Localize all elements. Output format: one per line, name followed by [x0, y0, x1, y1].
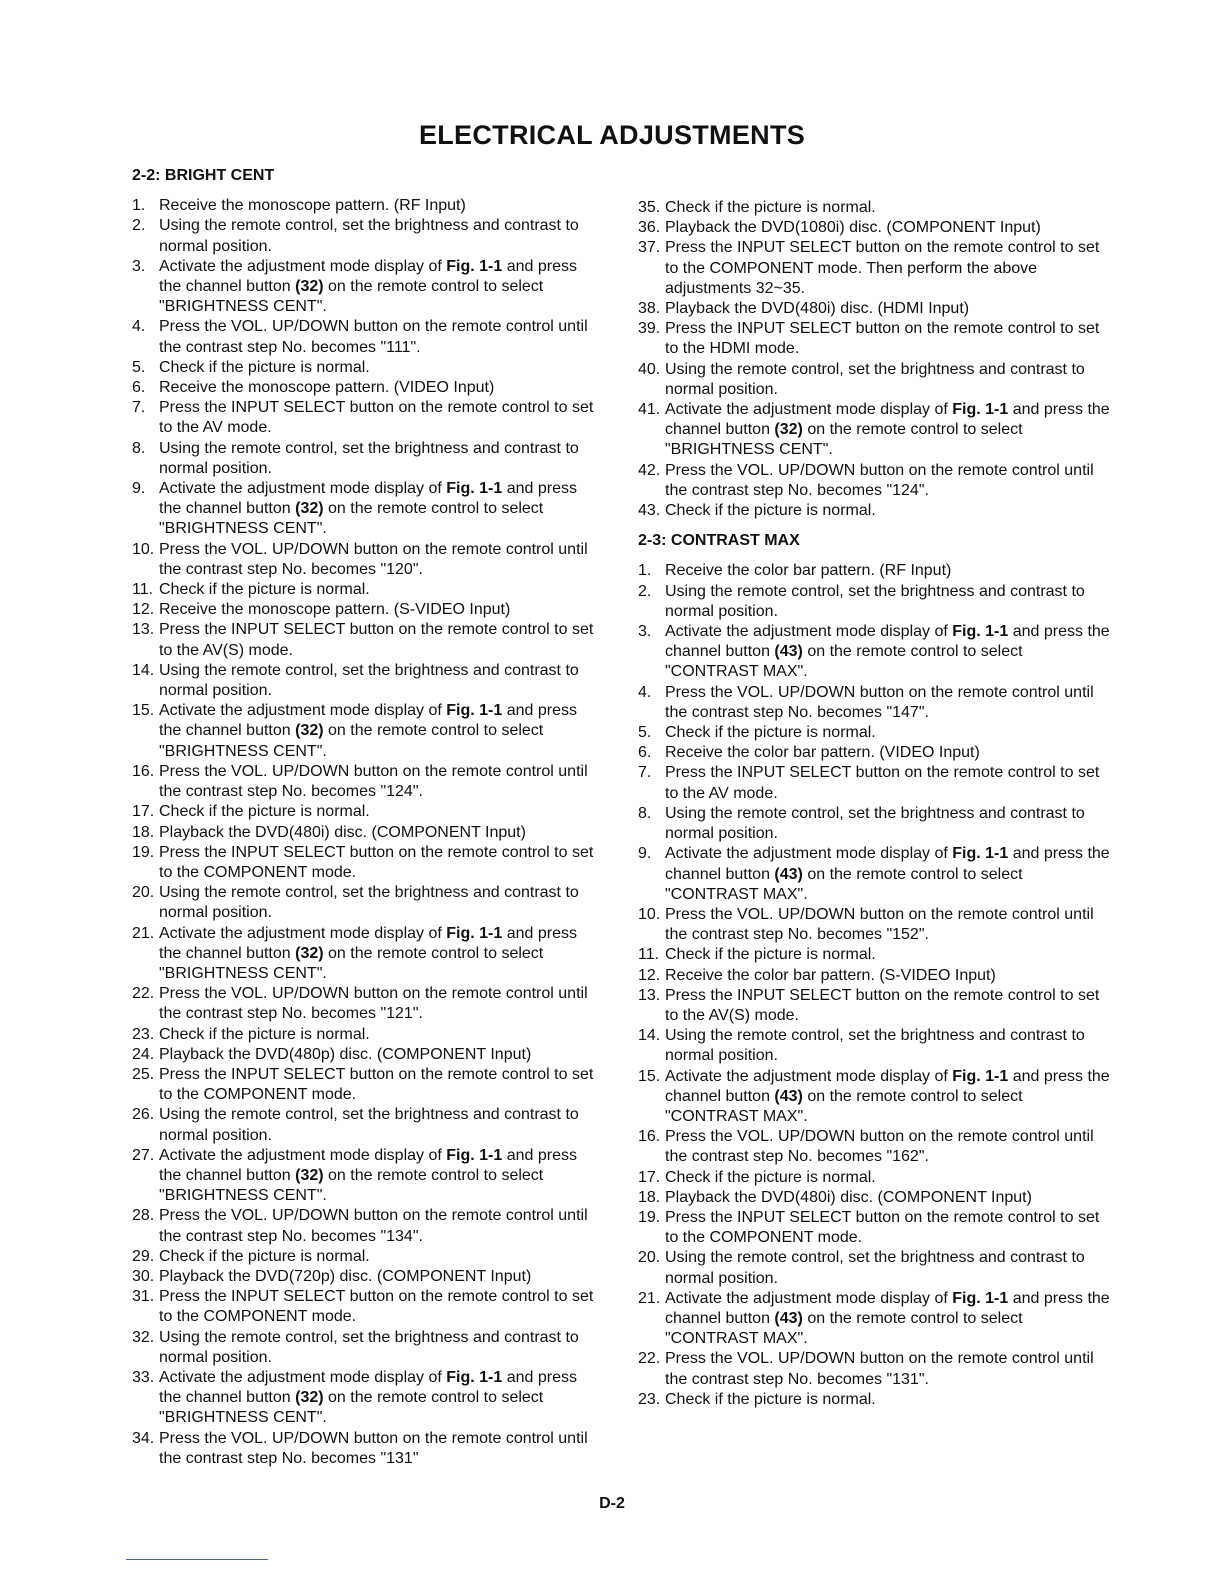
step-number: 16. — [132, 762, 155, 780]
step-text: Check if the picture is normal. — [665, 724, 876, 742]
step-text: Press the INPUT SELECT button on the remote control to set to the COMPONENT mode. — [159, 1065, 594, 1104]
step-text: Press the VOL. UP/DOWN button on the remote control until the contrast step No. becomes "120". — [159, 540, 588, 578]
step-text: Check if the picture is normal. — [665, 199, 876, 216]
step-number: 5. — [638, 724, 652, 742]
step-number: 14. — [132, 661, 155, 679]
step-number: 10. — [638, 905, 661, 923]
step-text: Press the INPUT SELECT button on the remote control to set to the COMPONENT mode. — [665, 1208, 1100, 1247]
step-text: Press the INPUT SELECT button on the remote control to set to the AV(S) mode. — [159, 621, 594, 659]
list-item — [638, 844, 1110, 905]
step-text: Press the VOL. UP/DOWN button on the remote control until the contrast step No. becomes "147". — [665, 683, 1094, 721]
step-text: Receive the monoscope pattern. (S-VIDEO Input) — [159, 601, 511, 619]
step-number: 2. — [638, 582, 652, 600]
step-number: 9. — [638, 845, 652, 863]
list-item — [638, 1248, 1110, 1288]
step-text: Press the VOL. UP/DOWN button on the remote control until the contrast step No. becomes "124". — [159, 762, 588, 801]
step-number: 21. — [132, 924, 155, 942]
section-heading-contrast-max: 2-3: CONTRAST MAX — [638, 532, 800, 550]
list-item — [132, 600, 600, 620]
step-number: 4. — [638, 683, 652, 701]
step-number: 25. — [132, 1065, 155, 1083]
list-item — [132, 984, 600, 1024]
step-number: 11. — [638, 946, 660, 964]
step-number: 5. — [132, 358, 146, 376]
list-item — [638, 1067, 1110, 1128]
step-number: 4. — [132, 318, 146, 336]
list-item — [638, 319, 1110, 359]
step-text: Receive the monoscope pattern. (VIDEO Input) — [159, 379, 495, 397]
list-item — [638, 804, 1110, 844]
list-item — [132, 479, 600, 540]
list-item — [638, 561, 1110, 581]
step-text: Press the INPUT SELECT button on the remote control to set to the COMPONENT mode. — [159, 1288, 594, 1326]
list-item — [638, 945, 1110, 965]
step-number: 43. — [638, 502, 661, 520]
list-item — [638, 198, 1110, 218]
list-item — [132, 439, 600, 479]
step-text: Press the VOL. UP/DOWN button on the remote control until the contrast step No. becomes "121". — [159, 985, 588, 1023]
step-number: 31. — [132, 1288, 155, 1306]
right-column — [638, 198, 1110, 1410]
step-number: 18. — [638, 1188, 661, 1206]
list-item — [132, 540, 600, 580]
step-text: Press the VOL. UP/DOWN button on the remote control until the contrast step No. becomes "162". — [665, 1128, 1094, 1166]
step-number: 21. — [638, 1289, 661, 1307]
step-number: 17. — [638, 1168, 661, 1186]
step-text: Check if the picture is normal. — [159, 803, 370, 821]
step-text: Activate the adjustment mode display of Fig. 1-1 and press the channel button (32) on the remote control to select "BRIGHTNESS CENT". — [159, 702, 577, 760]
step-text: Press the INPUT SELECT button on the remote control to set to the COMPONENT mode. — [159, 843, 594, 881]
step-text: Press the VOL. UP/DOWN button on the remote control until the contrast step No. becomes "131". — [665, 1350, 1094, 1388]
step-text: Check if the picture is normal. — [665, 1168, 876, 1186]
step-text: Check if the picture is normal. — [159, 1247, 370, 1265]
step-text: Using the remote control, set the brightness and contrast to normal position. — [665, 360, 1085, 398]
step-number: 28. — [132, 1207, 155, 1225]
step-number: 7. — [132, 399, 146, 417]
list-item — [132, 701, 600, 762]
step-number: 8. — [132, 439, 146, 457]
list-item — [132, 216, 600, 256]
step-text: Activate the adjustment mode display of Fig. 1-1 and press the channel button (43) on the remote control to select "CONTRAST MAX". — [665, 1289, 1110, 1348]
list-item — [132, 398, 600, 438]
step-text: Press the VOL. UP/DOWN button on the remote control until the contrast step No. becomes "152". — [665, 905, 1094, 944]
list-item — [638, 461, 1110, 501]
step-number: 9. — [132, 480, 146, 498]
step-text: Activate the adjustment mode display of Fig. 1-1 and press the channel button (32) on the remote control to select "BRIGHTNESS CENT". — [665, 401, 1110, 459]
contrast-max-steps — [638, 561, 1110, 1410]
step-number: 1. — [638, 562, 652, 580]
list-item — [638, 1127, 1110, 1167]
step-number: 19. — [638, 1208, 661, 1226]
step-text: Receive the monoscope pattern. (RF Input) — [159, 197, 466, 215]
step-number: 15. — [638, 1067, 661, 1085]
list-item — [638, 1390, 1110, 1410]
step-number: 8. — [638, 804, 652, 822]
list-item — [132, 883, 600, 923]
step-number: 18. — [132, 823, 155, 841]
step-number: 23. — [638, 1390, 661, 1408]
step-number: 26. — [132, 1106, 155, 1124]
list-item — [132, 1287, 600, 1327]
step-text: Press the VOL. UP/DOWN button on the remote control until the contrast step No. becomes "124". — [665, 461, 1094, 499]
step-text: Using the remote control, set the brightness and contrast to normal position. — [159, 661, 579, 700]
list-item — [132, 378, 600, 398]
step-number: 2. — [132, 217, 146, 235]
step-number: 42. — [638, 461, 661, 479]
step-number: 13. — [132, 621, 155, 639]
step-number: 24. — [132, 1045, 155, 1063]
list-item — [638, 743, 1110, 763]
bright-cent-steps-continued — [638, 198, 1110, 521]
step-number: 39. — [638, 320, 661, 338]
step-number: 7. — [638, 764, 652, 782]
step-text: Check if the picture is normal. — [159, 1025, 370, 1043]
list-item — [132, 1025, 600, 1045]
list-item — [132, 257, 600, 318]
list-item — [132, 620, 600, 660]
list-item — [638, 218, 1110, 238]
list-item — [638, 986, 1110, 1026]
step-number: 23. — [132, 1025, 155, 1043]
step-text: Playback the DVD(480p) disc. (COMPONENT Input) — [159, 1045, 532, 1063]
section-heading-bright-cent: 2-2: BRIGHT CENT — [132, 167, 275, 184]
step-text: Activate the adjustment mode display of Fig. 1-1 and press the channel button (32) on the remote control to select "BRIGHTNESS CENT". — [159, 1146, 577, 1205]
list-item — [638, 622, 1110, 683]
step-number: 13. — [638, 986, 661, 1004]
list-item — [638, 763, 1110, 803]
step-text: Receive the color bar pattern. (RF Input) — [665, 562, 952, 580]
step-number: 36. — [638, 219, 661, 237]
list-item — [132, 580, 600, 600]
step-text: Activate the adjustment mode display of Fig. 1-1 and press the channel button (43) on the remote control to select "CONTRAST MAX". — [665, 1067, 1110, 1125]
step-text: Press the INPUT SELECT button on the remote control to set to the AV(S) mode. — [665, 986, 1100, 1024]
list-item — [638, 1168, 1110, 1188]
step-number: 32. — [132, 1328, 155, 1346]
list-item — [132, 1045, 600, 1065]
step-text: Activate the adjustment mode display of Fig. 1-1 and press the channel button (32) on the remote control to select "BRIGHTNESS CENT". — [159, 924, 577, 982]
step-text: Press the VOL. UP/DOWN button on the remote control until the contrast step No. becomes "134". — [159, 1207, 588, 1245]
list-item — [132, 1105, 600, 1145]
step-number: 38. — [638, 300, 661, 318]
footer-rule — [126, 1559, 268, 1560]
list-item — [132, 1065, 600, 1105]
step-number: 17. — [132, 803, 155, 821]
step-text: Press the VOL. UP/DOWN button on the remote control until the contrast step No. becomes "111". — [159, 318, 588, 356]
step-number: 14. — [638, 1027, 661, 1045]
step-text: Using the remote control, set the brightness and contrast to normal position. — [159, 439, 579, 477]
list-item — [638, 501, 1110, 521]
list-item — [638, 1289, 1110, 1350]
list-item — [132, 1328, 600, 1368]
page-title: ELECTRICAL ADJUSTMENTS — [418, 120, 806, 150]
step-text: Activate the adjustment mode display of Fig. 1-1 and press the channel button (43) on the remote control to select "CONTRAST MAX". — [665, 845, 1110, 903]
step-text: Playback the DVD(1080i) disc. (COMPONENT Input) — [665, 219, 1041, 237]
list-item — [132, 1368, 600, 1429]
step-text: Press the VOL. UP/DOWN button on the remote control until the contrast step No. becomes "131" — [159, 1429, 588, 1467]
step-text: Using the remote control, set the brightness and contrast to normal position. — [665, 804, 1085, 843]
list-item — [638, 400, 1110, 461]
list-item — [132, 802, 600, 822]
list-item — [132, 924, 600, 985]
list-item — [132, 1247, 600, 1267]
step-number: 11. — [132, 581, 154, 599]
left-column — [132, 166, 600, 1469]
step-number: 30. — [132, 1267, 155, 1285]
list-item — [638, 905, 1110, 945]
step-number: 37. — [638, 239, 661, 257]
step-number: 22. — [638, 1350, 661, 1368]
step-number: 22. — [132, 985, 155, 1003]
step-text: Activate the adjustment mode display of Fig. 1-1 and press the channel button (32) on the remote control to select "BRIGHTNESS CENT". — [159, 257, 577, 316]
step-text: Press the INPUT SELECT button on the remote control to set to the AV mode. — [665, 764, 1100, 802]
step-number: 10. — [132, 540, 155, 558]
step-text: Receive the color bar pattern. (VIDEO Input) — [665, 744, 980, 762]
step-text: Press the INPUT SELECT button on the remote control to set to the COMPONENT mode. Then perform the above adjustments 32~35. — [665, 239, 1100, 297]
list-item — [638, 683, 1110, 723]
list-item — [132, 762, 600, 802]
step-text: Using the remote control, set the brightness and contrast to normal position. — [665, 1027, 1085, 1065]
list-item — [132, 843, 600, 883]
step-number: 3. — [132, 257, 146, 275]
step-number: 12. — [638, 966, 661, 984]
list-item — [132, 317, 600, 357]
list-item — [132, 823, 600, 843]
step-text: Check if the picture is normal. — [665, 502, 876, 520]
step-number: 20. — [132, 884, 155, 902]
list-item — [132, 661, 600, 701]
step-text: Playback the DVD(480i) disc. (COMPONENT Input) — [159, 823, 526, 841]
step-number: 20. — [638, 1249, 661, 1267]
list-item — [132, 1267, 600, 1287]
step-number: 33. — [132, 1368, 155, 1386]
list-item — [638, 966, 1110, 986]
step-number: 1. — [132, 197, 146, 215]
bright-cent-steps — [132, 196, 600, 1469]
step-number: 19. — [132, 843, 155, 861]
list-item — [132, 1429, 600, 1469]
step-text: Activate the adjustment mode display of Fig. 1-1 and press the channel button (32) on the remote control to select "BRIGHTNESS CENT". — [159, 1368, 577, 1427]
step-text: Playback the DVD(720p) disc. (COMPONENT Input) — [159, 1267, 532, 1285]
step-number: 29. — [132, 1247, 155, 1265]
list-item — [638, 299, 1110, 319]
step-text: Activate the adjustment mode display of Fig. 1-1 and press the channel button (32) on the remote control to select "BRIGHTNESS CENT". — [159, 480, 577, 538]
step-number: 41. — [638, 401, 661, 419]
step-text: Check if the picture is normal. — [665, 946, 876, 964]
step-number: 6. — [132, 379, 146, 397]
list-item — [638, 1349, 1110, 1389]
step-number: 3. — [638, 623, 652, 641]
step-number: 6. — [638, 744, 652, 762]
step-text: Using the remote control, set the brightness and contrast to normal position. — [159, 217, 579, 255]
list-item — [132, 1146, 600, 1207]
step-text: Press the INPUT SELECT button on the remote control to set to the AV mode. — [159, 399, 594, 437]
step-number: 34. — [132, 1429, 155, 1447]
list-item — [638, 582, 1110, 622]
step-number: 12. — [132, 601, 155, 619]
step-number: 15. — [132, 702, 155, 720]
list-item — [638, 360, 1110, 400]
step-text: Check if the picture is normal. — [159, 358, 370, 376]
page-number: D-2 — [599, 1495, 625, 1512]
list-item — [638, 1208, 1110, 1248]
step-text: Using the remote control, set the brightness and contrast to normal position. — [159, 1328, 579, 1366]
step-number: 16. — [638, 1128, 661, 1146]
list-item — [638, 1026, 1110, 1066]
step-text: Check if the picture is normal. — [159, 581, 370, 599]
step-text: Check if the picture is normal. — [665, 1390, 876, 1408]
step-number: 35. — [638, 199, 661, 216]
step-text: Playback the DVD(480i) disc. (COMPONENT Input) — [665, 1188, 1032, 1206]
list-item — [132, 196, 600, 216]
step-number: 27. — [132, 1146, 155, 1164]
step-text: Using the remote control, set the brightness and contrast to normal position. — [665, 1249, 1085, 1287]
list-item — [132, 1206, 600, 1246]
step-text: Press the INPUT SELECT button on the remote control to set to the HDMI mode. — [665, 320, 1100, 358]
step-text: Playback the DVD(480i) disc. (HDMI Input) — [665, 300, 970, 318]
step-text: Receive the color bar pattern. (S-VIDEO Input) — [665, 966, 996, 984]
list-item — [638, 1188, 1110, 1208]
list-item — [638, 238, 1110, 299]
step-number: 40. — [638, 360, 661, 378]
step-text: Using the remote control, set the brightness and contrast to normal position. — [159, 884, 579, 922]
list-item — [638, 723, 1110, 743]
step-text: Activate the adjustment mode display of Fig. 1-1 and press the channel button (43) on the remote control to select "CONTRAST MAX". — [665, 623, 1110, 681]
step-text: Using the remote control, set the brightness and contrast to normal position. — [159, 1106, 579, 1144]
step-text: Using the remote control, set the brightness and contrast to normal position. — [665, 582, 1085, 620]
list-item — [132, 358, 600, 378]
